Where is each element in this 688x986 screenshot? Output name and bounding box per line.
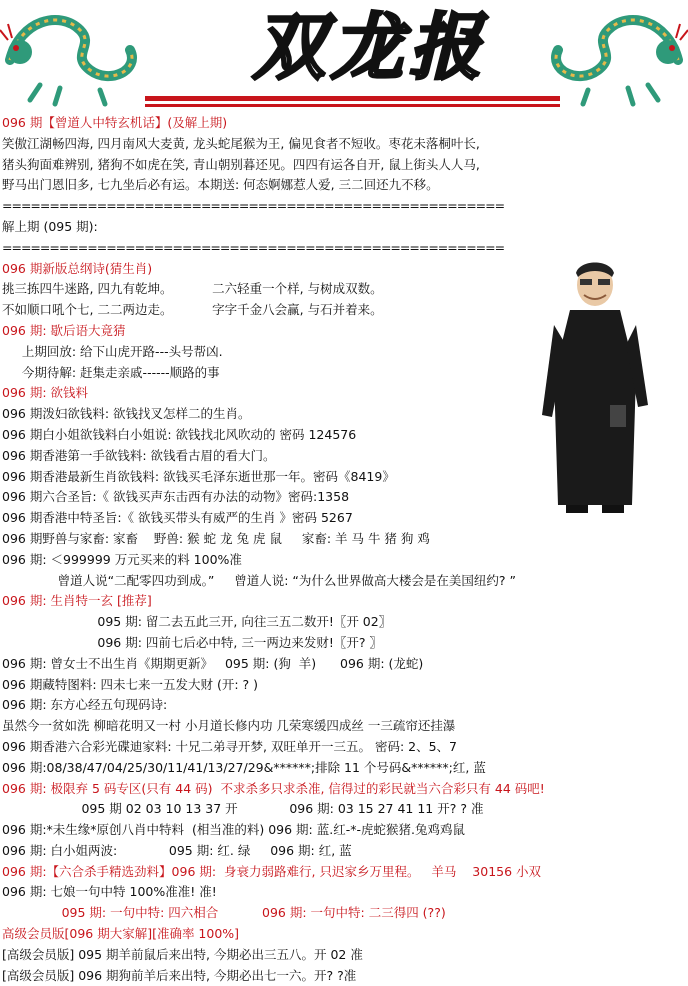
text-line: 上期回放: 给下山虎开路---头号帮凶.	[2, 343, 223, 359]
left-dragon-icon	[0, 0, 150, 110]
text-line: 096 期香港最新生肖欲钱料: 欲钱买毛泽东逝世那一年。密码《8419》	[2, 468, 395, 484]
text-line: 解上期 (095 期):	[2, 218, 98, 234]
text-line: 096 期香港第一手欲钱料: 欲钱看古眉的看大门。	[2, 447, 276, 463]
masthead	[0, 0, 688, 112]
text-line: 095 期 02 03 10 13 37 开 096 期: 03 15 27 41 11 开? ? 准	[2, 801, 484, 817]
text-line: 挑三拣四牛迷路, 四九有乾坤。 二六轻重一个样, 与树成双数。	[2, 281, 383, 297]
text-line: 096 期: 四前七后必中特, 三一两边来发财!〖开? 〗	[2, 634, 382, 650]
text-line: 不如顺口吼个七, 二二两边走。 字字千金八会赢, 与石并着来。	[2, 302, 383, 318]
text-line: 096 期: 歇后语大竟猜	[2, 322, 126, 338]
text-line: 095 期: 一句中特: 四六相合 096 期: 一句中特: 二三得四 (??)	[2, 905, 446, 921]
text-line: 096 期白小姐欲钱料白小姐说: 欲钱找北风吹动的 密码 124576	[2, 426, 357, 442]
separator-line: =====================================================	[2, 198, 505, 214]
article-body	[2, 113, 686, 986]
separator-line: =====================================================	[2, 239, 505, 255]
text-line: 096 期: 曾女士不出生肖《期期更新》 095 期: (狗 羊) 096 期: (龙蛇)	[2, 655, 424, 671]
text-line: 096 期野兽与家畜: 家畜 野兽: 猴 蛇 龙 兔 虎 鼠 家畜: 羊 马 牛 猪 狗 鸡	[2, 530, 430, 546]
man-portrait-icon	[540, 255, 650, 515]
text-line: 096 期新版总纲诗(猜生肖)	[2, 260, 153, 276]
text-line: 095 期: 留二去五此三开, 向往三五二数开!〖开 02〗	[2, 614, 392, 630]
title-underline	[145, 96, 560, 101]
text-line: 096 期: 东方心经五句现码诗:	[2, 697, 168, 713]
text-line: 096 期泼妇欲钱料: 欲钱找叉怎样二的生肖。	[2, 406, 251, 422]
text-line: 096 期:【六合杀手精选劲料】096 期: 身衰力弱路难行, 只迟家乡万里程。 羊马 30156 小双	[2, 863, 542, 879]
text-line: 096 期: ＜999999 万元买来的料 100%准	[2, 551, 242, 567]
text-line: 096 期六合圣旨:《 欲钱买声东击西有办法的动物》密码:1358	[2, 489, 350, 505]
text-line: 096 期香港中特圣旨:《 欲钱买带头有威严的生肖 》密码 5267	[2, 510, 353, 526]
text-line: 猪头狗面难辨别, 猪狗不如虎在笑, 青山朝别暮还见。四四有运各自开, 鼠上街头人人马,	[2, 156, 480, 172]
text-line: 096 期: 七娘一句中特 100%准准! 准!	[2, 884, 217, 900]
text-line: [高级会员版] 096 期狗前羊后来出特, 今期必出七一六。开? ?准	[2, 967, 357, 983]
text-line: 096 期【曾道人中特玄机话】(及解上期)	[2, 115, 228, 130]
text-line: 096 期香港六合彩光碟迪家料: 十兄二弟寻开梦, 双旺单开一三五。 密码: 2、5、7	[2, 738, 457, 754]
text-line: 096 期: 白小姐两波: 095 期: 红. 绿 096 期: 红, 蓝	[2, 842, 352, 858]
text-line: 096 期:*未生缘*原创八肖中特料 (相当准的料) 096 期: 蓝.红-*-虎蛇猴猪.兔鸡鸡鼠	[2, 822, 465, 838]
text-line: 096 期: 极限弃 5 码专区(只有 44 码) 不求杀多只求杀准, 信得过的彩民就当六合彩只有 44 码吧!	[2, 780, 545, 796]
text-line: 野马出门恩旧多, 七九坐后必有运。本期送: 何态婀娜惹人爱, 三二回还九不移。	[2, 177, 439, 193]
text-line: 高级会员版[096 期大家解][准确率 100%]	[2, 926, 240, 942]
title-underline-thin	[145, 104, 560, 107]
text-line: 今期待解: 赶集走亲戚------顺路的事	[2, 364, 220, 380]
page-title: 双龙报	[252, 4, 487, 89]
text-line: 虽然今一贫如洗 柳暗花明又一村 小月道长修内功 几荣寒缓四成丝 一三疏帘还挂瀑	[2, 718, 456, 734]
text-line: 096 期藏特图料: 四未七来一五发大财 (开: ? )	[2, 676, 259, 692]
text-line: 096 期:08/38/47/04/25/30/11/41/13/27/29&******;排除 11 个号码&******;红, 蓝	[2, 759, 486, 775]
text-line: 曾道人说“二配零四功到成。” 曾道人说: “为什么世界做高大楼会是在美国纽约? ”	[2, 572, 516, 588]
text-line: 096 期: 欲钱料	[2, 385, 89, 401]
text-line: 096 期: 生肖特一玄 [推荐]	[2, 593, 152, 609]
text-line: [高级会员版] 095 期羊前鼠后来出特, 今期必出三五八。开 02 准	[2, 946, 363, 962]
text-line: 笑傲江湖畅四海, 四月南风大麦黄, 龙头蛇尾猴为王, 偏见食者不短收。枣花未落桐叶长,	[2, 135, 480, 151]
